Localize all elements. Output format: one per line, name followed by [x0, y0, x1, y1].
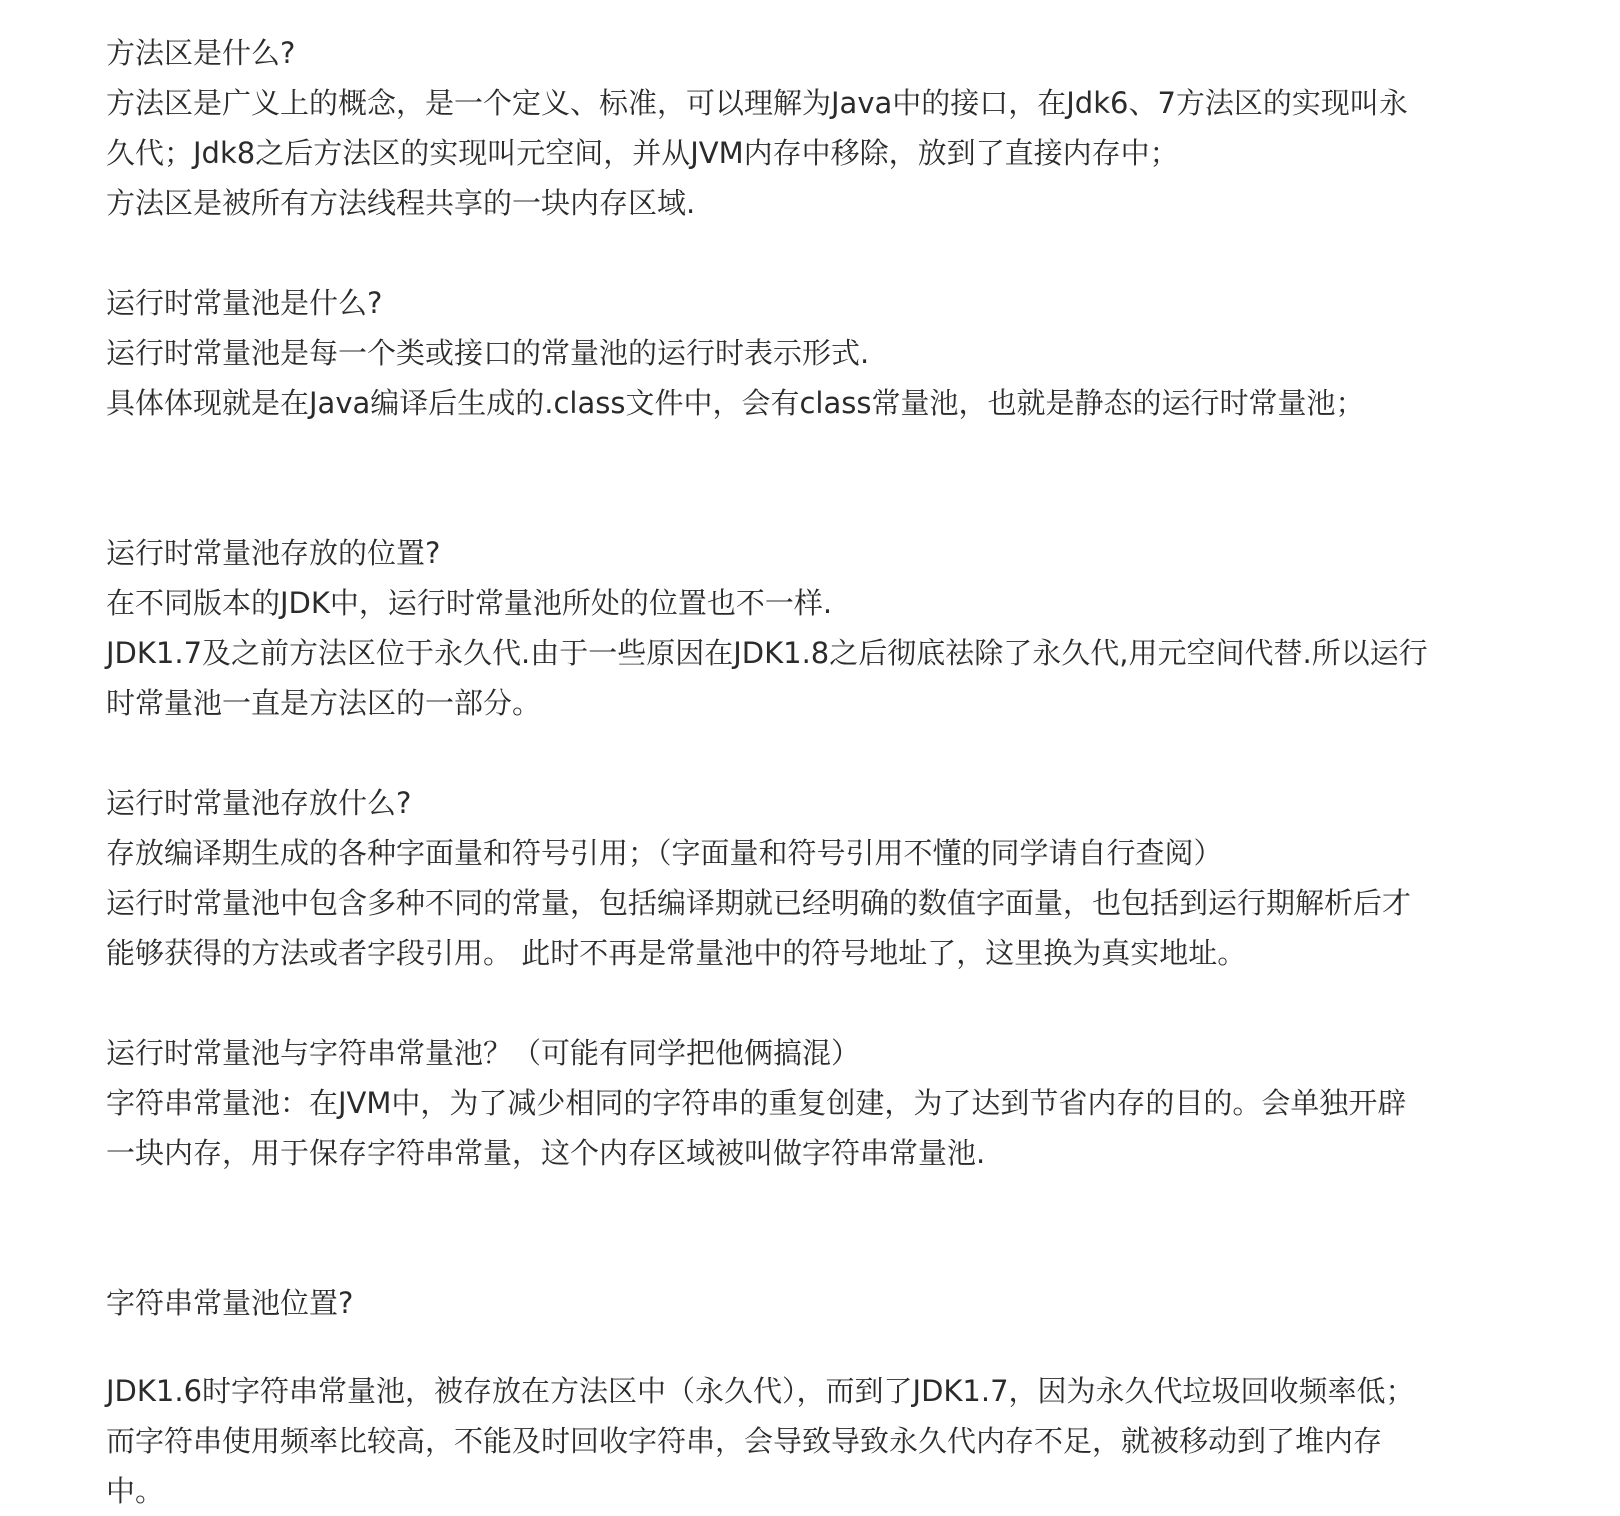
paragraph-line: 字符串常量池：在JVM中，为了减少相同的字符串的重复创建，为了达到节省内存的目的。会单独开辟: [106, 1086, 1407, 1120]
paragraph-line: 在不同版本的JDK中，运行时常量池所处的位置也不一样.: [106, 586, 833, 620]
section-gap: [106, 1328, 1596, 1366]
section-runtime-constant-pool: [106, 278, 1596, 428]
heading-string-pool: 运行时常量池与字符串常量池？（可能有同学把他俩搞混）: [106, 1036, 861, 1070]
section-string-pool: [106, 1028, 1596, 1178]
paragraph-line: JDK1.7及之前方法区位于永久代.由于一些原因在JDK1.8之后彻底祛除了永久代,用元空间代替.所以运行: [106, 636, 1428, 670]
heading-pool-location: 运行时常量池存放的位置?: [106, 536, 441, 570]
section-gap: [106, 978, 1596, 1028]
paragraph-line: 久代；Jdk8之后方法区的实现叫元空间，并从JVM内存中移除，放到了直接内存中；: [106, 136, 1179, 170]
section-gap: [106, 1178, 1596, 1278]
paragraph-line: 运行时常量池中包含多种不同的常量，包括编译期就已经明确的数值字面量，也包括到运行期解析后才: [106, 886, 1412, 920]
document-body: [106, 28, 1596, 1516]
section-string-pool-history: [106, 1366, 1596, 1516]
section-string-pool-location: [106, 1278, 1596, 1328]
section-method-area: [106, 28, 1596, 228]
paragraph-line: 方法区是广义上的概念，是一个定义、标准，可以理解为Java中的接口，在Jdk6、7方法区的实现叫永: [106, 86, 1408, 120]
heading-pool-contents: 运行时常量池存放什么?: [106, 786, 412, 820]
paragraph-line: 方法区是被所有方法线程共享的一块内存区域.: [106, 186, 696, 220]
heading-runtime-constant-pool: 运行时常量池是什么?: [106, 286, 383, 320]
paragraph-line: 能够获得的方法或者字段引用。 此时不再是常量池中的符号地址了，这里换为真实地址。: [106, 936, 1247, 970]
paragraph-line: 存放编译期生成的各种字面量和符号引用；（字面量和符号引用不懂的同学请自行查阅）: [106, 836, 1223, 870]
section-gap: [106, 228, 1596, 278]
heading-string-pool-location: 字符串常量池位置?: [106, 1286, 354, 1320]
paragraph-line: 具体体现就是在Java编译后生成的.class文件中，会有class常量池，也就是静态的运行时常量池；: [106, 386, 1365, 420]
section-pool-contents: [106, 778, 1596, 978]
paragraph-line: 运行时常量池是每一个类或接口的常量池的运行时表示形式.: [106, 336, 870, 370]
paragraph-line: 中。: [106, 1474, 165, 1508]
paragraph-line: 而字符串使用频率比较高，不能及时回收字符串，会导致导致永久代内存不足，就被移动到了堆内存: [106, 1424, 1383, 1458]
section-pool-location: [106, 528, 1596, 728]
paragraph-line: 一块内存，用于保存字符串常量，这个内存区域被叫做字符串常量池.: [106, 1136, 986, 1170]
section-gap: [106, 428, 1596, 528]
heading-method-area: 方法区是什么?: [106, 36, 296, 70]
paragraph-line: 时常量池一直是方法区的一部分。: [106, 686, 542, 720]
paragraph-line: JDK1.6时字符串常量池，被存放在方法区中（永久代），而到了JDK1.7，因为永久代垃圾回收频率低；: [106, 1374, 1415, 1408]
section-gap: [106, 728, 1596, 778]
